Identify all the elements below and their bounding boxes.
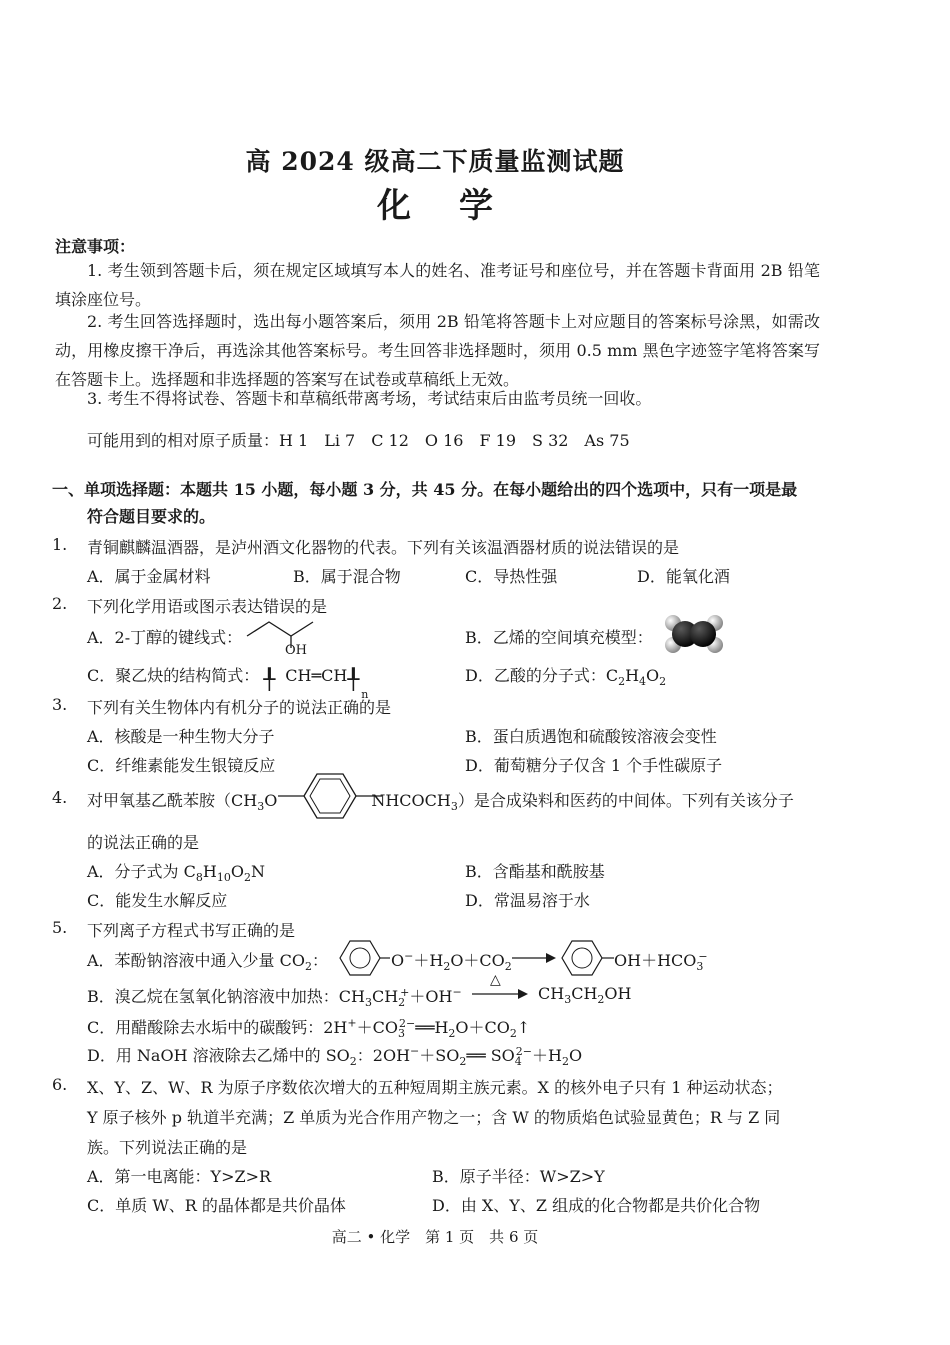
polyacetylene-formula: CH═CH bbox=[285, 666, 348, 685]
notice-item-3: 3. 考生不得将试卷、答题卡和草稿纸带离考场，考试结束后由监考员统一回收。 bbox=[87, 389, 652, 408]
q6-option-d: D．由 X、Y、Z 组成的化合物都是共价化合物 bbox=[432, 1196, 761, 1215]
phenoxide-ring-icon bbox=[338, 938, 390, 978]
q1-option-b: B．属于混合物 bbox=[293, 567, 401, 586]
subject-title: 化学 bbox=[377, 186, 541, 226]
q3-option-a: A．核酸是一种生物大分子 bbox=[87, 727, 275, 746]
q5-b-product: $CH_3CH_2OH$ bbox=[538, 984, 632, 1007]
q1-stem: 青铜麒麟温酒器，是泸州酒文化器物的代表。下列有关该温酒器材质的说法错误的是 bbox=[87, 538, 680, 557]
q6-option-b: B．原子半径：W>Z>Y bbox=[432, 1167, 605, 1186]
q3-number: 3. bbox=[52, 695, 68, 714]
atomic-masses: 可能用到的相对原子质量：H 1 Li 7 C 12 O 16 F 19 S 32 As 75 bbox=[87, 431, 630, 450]
q2-stem: 下列化学用语或图示表达错误的是 bbox=[87, 597, 328, 616]
q3-option-b: B．蛋白质遇饱和硫酸铵溶液会变性 bbox=[465, 727, 717, 746]
heating-arrow-icon bbox=[472, 987, 528, 1001]
q3-stem: 下列有关生物体内有机分子的说法正确的是 bbox=[87, 698, 392, 717]
q5-a-equation-right: $OH+HCO_3^-$ bbox=[614, 949, 708, 974]
q2-option-c: C．聚乙炔的结构简式： ╀ CH═CH ╀ n bbox=[87, 666, 369, 701]
q6-option-c: C．单质 W、R 的晶体都是共价晶体 bbox=[87, 1196, 346, 1215]
q4-stem: 对甲氧基乙酰苯胺（$CH_3O$ $NHCOCH_3$）是合成染料和医药的中间体。下列有关该分子 bbox=[87, 791, 794, 814]
q2-a-oh-label: OH bbox=[285, 643, 307, 658]
q5-option-d: D．用 NaOH 溶液除去乙烯中的 $SO_2$：$2OH^-+SO_2══$ $SO_4^{2-}+H_2O$ bbox=[87, 1044, 583, 1069]
q6-number: 6. bbox=[52, 1075, 68, 1094]
section-heading-line2: 符合题目要求的。 bbox=[87, 507, 216, 526]
q4-option-b: B．含酯基和酰胺基 bbox=[465, 862, 605, 881]
ethylene-space-filling-model-icon bbox=[662, 612, 726, 656]
q6-stem-line1: X、Y、Z、W、R 为原子序数依次增大的五种短周期主族元素。X 的核外电子只有 1 种运动状态； bbox=[87, 1078, 783, 1097]
notice-item-1: 1. 考生领到答题卡后，须在规定区域填写本人的姓名、准考证号和座位号，并在答题卡背面用 2B 铅笔填涂座位号。 bbox=[55, 261, 820, 309]
q5-number: 5. bbox=[52, 918, 68, 937]
q6-option-a: A．第一电离能：Y>Z>R bbox=[87, 1167, 272, 1186]
phenol-ring-icon bbox=[560, 938, 614, 978]
q1-number: 1. bbox=[52, 535, 68, 554]
q4-option-c: C．能发生水解反应 bbox=[87, 891, 228, 910]
q2-option-d: D．乙酸的分子式：$C_2H_4O_2$ bbox=[465, 666, 667, 689]
reaction-arrow-icon bbox=[512, 950, 556, 966]
q5-a-equation-left: $O^-+H_2O+CO_2$ bbox=[391, 949, 512, 974]
page-footer: 高二 • 化学 第 1 页 共 6 页 bbox=[331, 1228, 539, 1246]
q5-option-c: C．用醋酸除去水垢中的碳酸钙：$2H^++CO_3^{2-}══H_2O+CO_2↑$ bbox=[87, 1016, 531, 1041]
q1-option-d: D．能氧化酒 bbox=[637, 567, 730, 586]
q2-number: 2. bbox=[52, 594, 68, 613]
q2-option-a: A．2-丁醇的键线式： bbox=[87, 628, 243, 647]
q5-b-heat-condition: △ bbox=[490, 972, 501, 988]
q5-option-a: A．苯酚钠溶液中通入少量 $CO_2$： bbox=[87, 951, 329, 974]
q2-option-b: B．乙烯的空间填充模型： bbox=[465, 628, 653, 647]
exam-title: 高 2024 级高二下质量监测试题 bbox=[245, 147, 625, 176]
q6-stem-line3: 族。下列说法正确的是 bbox=[87, 1138, 248, 1157]
q4-stem-line2: 的说法正确的是 bbox=[87, 833, 200, 852]
q4-option-d: D．常温易溶于水 bbox=[465, 891, 590, 910]
q1-option-a: A．属于金属材料 bbox=[87, 567, 211, 586]
notice-item-2: 2. 考生回答选择题时，选出每小题答案后，须用 2B 铅笔将答题卡上对应题目的答案标号涂黑，如需改动，用橡皮擦干净后，再选涂其他答案标号。考生回答非选择题时，须用 0.5 mm 黑色字迹签字笔将答案写在答题卡上。选择题和非选择题的答案写在试卷或草稿纸上无效。 bbox=[55, 312, 820, 389]
section-heading-line1: 一、单项选择题：本题共 15 小题，每小题 3 分，共 45 分。在每小题给出的四个选项中，只有一项是最 bbox=[52, 480, 798, 499]
benzene-ring-icon bbox=[278, 770, 382, 822]
q3-option-d: D．葡萄糖分子仅含 1 个手性碳原子 bbox=[465, 756, 723, 775]
notice-heading: 注意事项： bbox=[55, 237, 136, 256]
q4-number: 4. bbox=[52, 788, 68, 807]
q3-option-c: C．纤维素能发生银镜反应 bbox=[87, 756, 276, 775]
q4-option-a: A．分子式为 $C_8H_{10}O_2N$ bbox=[87, 862, 265, 885]
q5-option-b: B．溴乙烷在氢氧化钠溶液中加热：$CH_3CH_2^++OH^-$ bbox=[87, 985, 462, 1010]
q1-option-c: C．导热性强 bbox=[465, 567, 558, 586]
q5-stem: 下列离子方程式书写正确的是 bbox=[87, 921, 296, 940]
q6-stem-line2: Y 原子核外 p 轨道半充满；Z 单质为光合作用产物之一；含 W 的物质焰色试验显黄色；R 与 Z 同 bbox=[87, 1108, 781, 1127]
